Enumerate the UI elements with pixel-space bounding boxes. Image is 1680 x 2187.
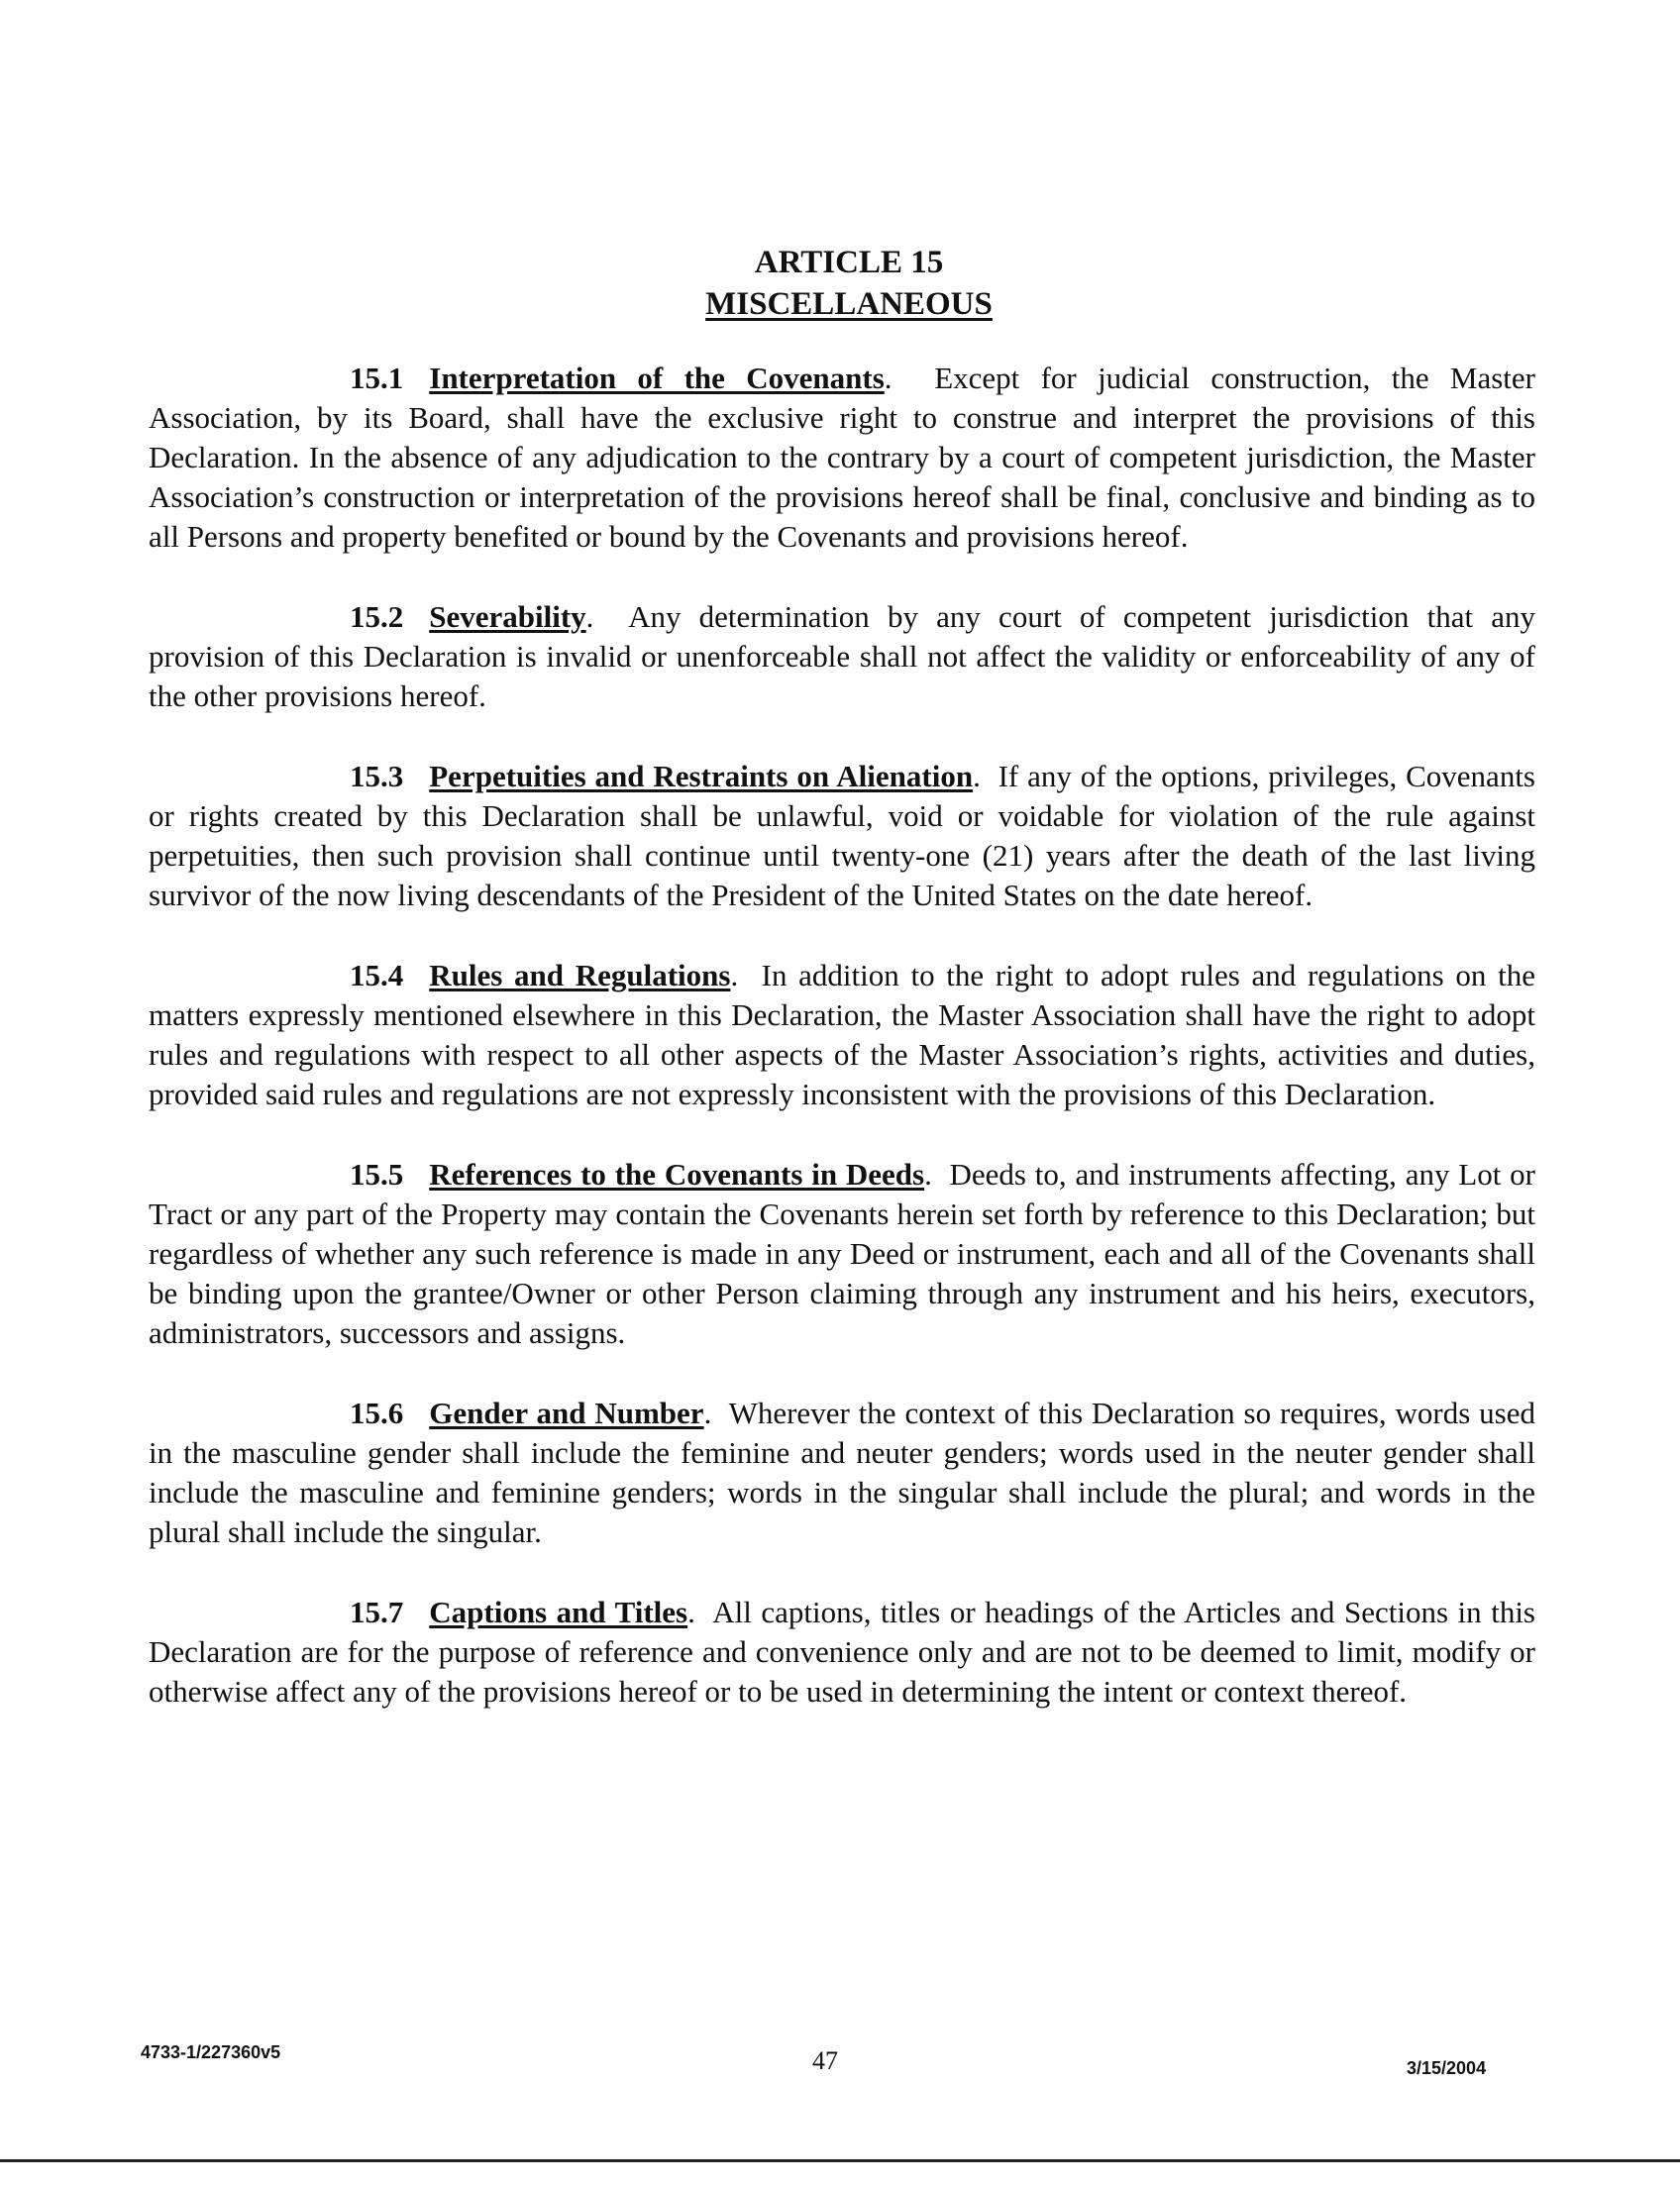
section-number: 15.5 xyxy=(350,1157,404,1192)
section-15-5: 15.5 References to the Covenants in Deeds. Deeds to, and instruments affecting, any Lot or Tract or any part of the Property may contain the Covenants herein set forth by reference to this Declaration; but regardless of whether any such reference is made in any Deed or instrument, each and all of the Covenants shall be binding upon the grantee/Owner or other Person claiming through any instrument and his heirs, executors, administrators, successors and assigns. xyxy=(149,1157,1535,1350)
section-title: Interpretation of the Covenants xyxy=(429,361,885,395)
section-15-2: 15.2 Severability. Any determination by any court of competent jurisdiction that any provision of this Declaration is invalid or unenforceable shall not affect the validity or enforceability of any of the other provisions hereof. xyxy=(149,599,1535,713)
section-title: References to the Covenants in Deeds xyxy=(429,1157,925,1192)
section-15-4: 15.4 Rules and Regulations. In addition to the right to adopt rules and regulations on the matters expressly mentioned elsewhere in this Declaration, the Master Association shall have the right to adopt rules and regulations with respect to all other aspects of the Master Association’s rights, activities and duties, provided said rules and regulations are not expressly inconsistent with the provisions of this Declaration. xyxy=(149,958,1535,1111)
section-15-7: 15.7 Captions and Titles. All captions, titles or headings of the Articles and Sections in this Declaration are for the purpose of reference and convenience only and are not to be deemed to limit, modify or otherwise affect any of the provisions hereof or to be used in determining the intent or context thereof. xyxy=(149,1595,1535,1709)
section-number: 15.7 xyxy=(350,1595,404,1629)
section-number: 15.4 xyxy=(350,958,404,992)
footer-page-number: 47 xyxy=(812,2046,838,2075)
article-heading xyxy=(0,242,1680,325)
footer-doc-id: 4733-1/227360v5 xyxy=(141,2042,281,2062)
section-15-1: 15.1 Interpretation of the Covenants. Except for judicial construction, the Master Association, by its Board, shall have the exclusive right to construe and interpret the provisions of this Declaration. In the absence of any adjudication to the contrary by a court of competent jurisdiction, the Master Association’s construction or interpretation of the provisions hereof shall be final, conclusive and binding as to all Persons and property benefited or bound by the Covenants and provisions hereof. xyxy=(149,361,1535,554)
footer-date: 3/15/2004 xyxy=(1407,2058,1487,2078)
section-number: 15.6 xyxy=(350,1396,404,1430)
section-title: Rules and Regulations xyxy=(429,958,731,992)
section-text: Except for judicial construction, the Master Association, by its Board, shall have the exclusive right to construe and interpret the provisions of this Declaration. In the absence of any adjudication to the contrary by a court of competent jurisdiction, the Master Association’s construction or interpretation of the provisions hereof shall be final, conclusive and binding as to all Persons and property benefited or bound by the Covenants and provisions hereof. xyxy=(149,361,1535,554)
article-title-text: MISCELLANEOUS xyxy=(705,286,993,322)
section-text: Any determination by any court of competent jurisdiction that any provision of this Declaration is invalid or unenforceable shall not affect the validity or enforceability of any of the other provisions hereof. xyxy=(149,599,1535,713)
section-text: In addition to the right to adopt rules and regulations on the matters expressly mentioned elsewhere in this Declaration, the Master Association shall have the right to adopt rules and regulations with respect to all other aspects of the Master Association’s rights, activities and duties, provided said rules and regulations are not expressly inconsistent with the provisions of this Declaration. xyxy=(149,958,1535,1111)
section-text: All captions, titles or headings of the Articles and Sections in this Declaration are for the purpose of reference and convenience only and are not to be deemed to limit, modify or otherwise affect any of the provisions hereof or to be used in determining the intent or context thereof. xyxy=(149,1595,1535,1709)
section-number: 15.3 xyxy=(350,759,404,793)
section-title: Gender and Number xyxy=(429,1396,704,1430)
section-title: Captions and Titles xyxy=(429,1595,688,1629)
article-number: ARTICLE 15 xyxy=(754,245,944,280)
section-number: 15.1 xyxy=(350,361,404,395)
section-number: 15.2 xyxy=(350,599,404,634)
section-15-6: 15.6 Gender and Number. Wherever the context of this Declaration so requires, words used in the masculine gender shall include the feminine and neuter genders; words used in the neuter gender shall include the masculine and feminine genders; words in the singular shall include the plural; and words in the plural shall include the singular. xyxy=(149,1396,1535,1549)
section-text: If any of the options, privileges, Covenants or rights created by this Declaration shall be unlawful, void or voidable for violation of the rule against perpetuities, then such provision shall continue until twenty-one (21) years after the death of the last living survivor of the now living descendants of the President of the United States on the date hereof. xyxy=(149,759,1535,912)
section-15-3: 15.3 Perpetuities and Restraints on Alienation. If any of the options, privileges, Covenants or rights created by this Declaration shall be unlawful, void or voidable for violation of the rule against perpetuities, then such provision shall continue until twenty-one (21) years after the death of the last living survivor of the now living descendants of the President of the United States on the date hereof. xyxy=(149,759,1535,912)
section-text: Wherever the context of this Declaration so requires, words used in the masculine gender shall include the feminine and neuter genders; words used in the neuter gender shall include the masculine and feminine genders; words in the singular shall include the plural; and words in the plural shall include the singular. xyxy=(149,1396,1535,1549)
section-text: Deeds to, and instruments affecting, any Lot or Tract or any part of the Property may contain the Covenants herein set forth by reference to this Declaration; but regardless of whether any such reference is made in any Deed or instrument, each and all of the Covenants shall be binding upon the grantee/Owner or other Person claiming through any instrument and his heirs, executors, administrators, successors and assigns. xyxy=(149,1157,1535,1350)
section-title: Perpetuities and Restraints on Alienation xyxy=(429,759,974,793)
section-title: Severability xyxy=(429,599,586,634)
page-bottom-rule xyxy=(0,2159,1680,2162)
article-title xyxy=(18,283,1680,325)
article-body xyxy=(149,359,1535,1752)
